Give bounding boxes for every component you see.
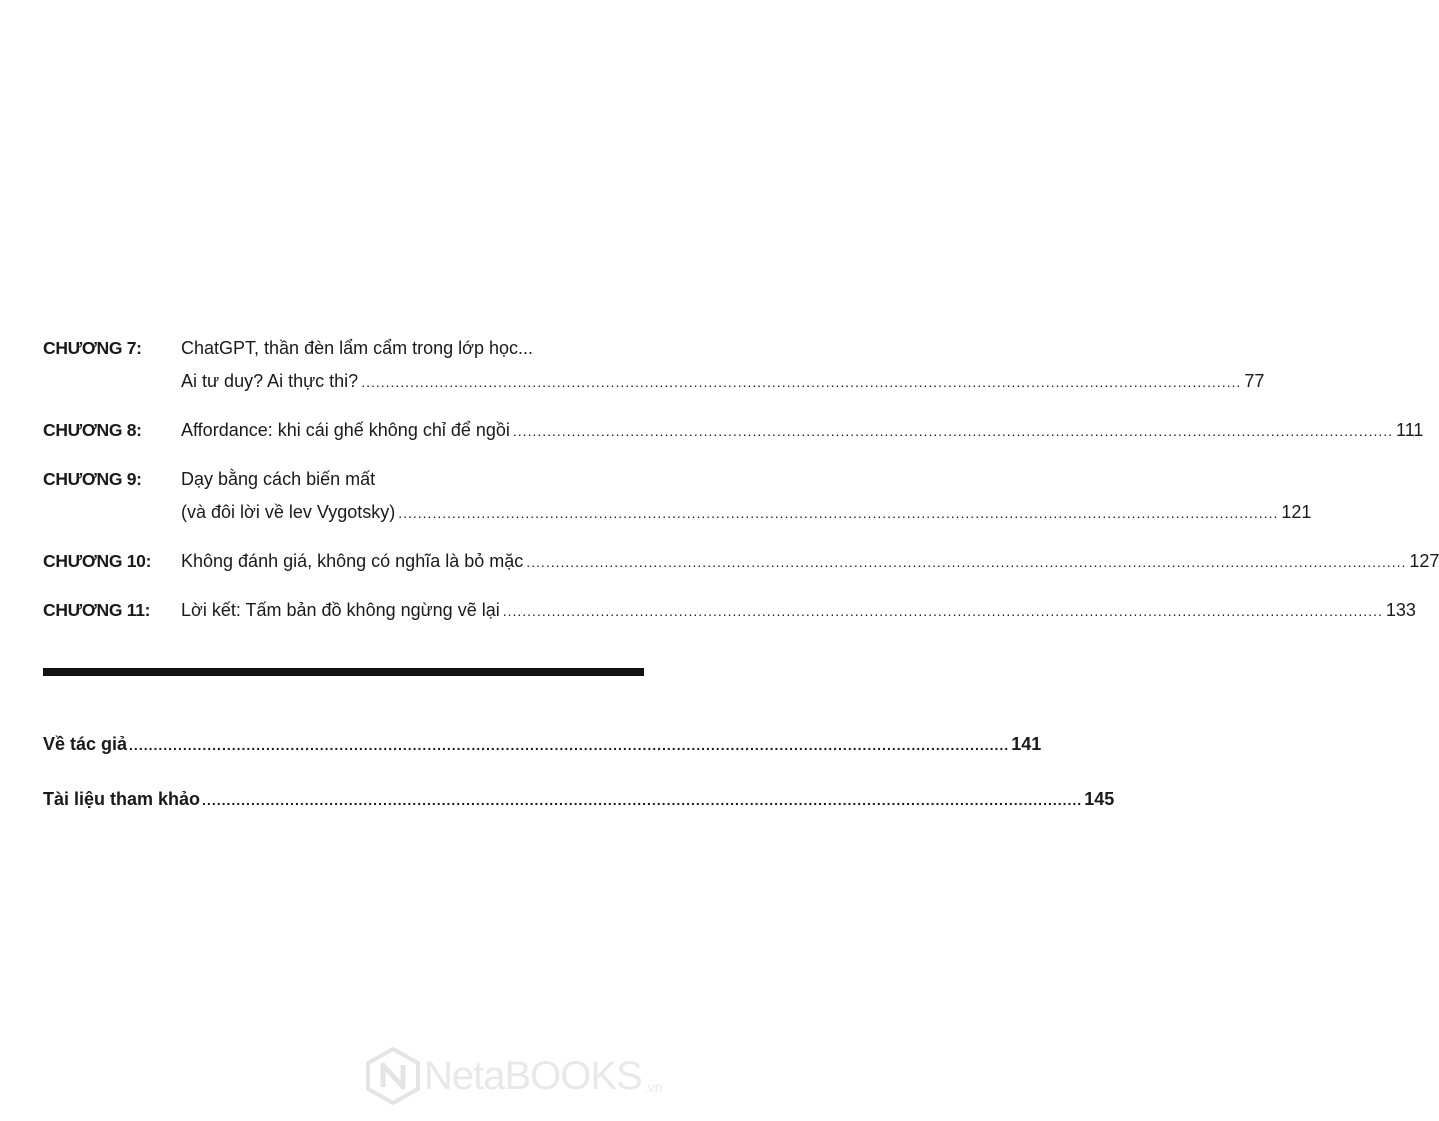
chapter-title-line bbox=[181, 463, 1311, 496]
chapter-title-line bbox=[181, 332, 1264, 365]
chapter-title-line bbox=[181, 496, 1311, 529]
chapter-title bbox=[181, 414, 1423, 447]
watermark-brand: NetaBOOKS bbox=[424, 1053, 642, 1098]
dot-leader bbox=[129, 728, 1009, 748]
page-number: 145 bbox=[1084, 789, 1115, 809]
chapter-label: CHƯƠNG 9: bbox=[43, 469, 142, 489]
chapter-title bbox=[181, 545, 1439, 578]
entry-title: Về tác giả bbox=[43, 734, 128, 754]
netabooks-logo-icon bbox=[366, 1047, 420, 1105]
dot-leader bbox=[503, 594, 1383, 614]
page-number: 111 bbox=[1396, 420, 1424, 440]
table-of-contents bbox=[43, 332, 1439, 643]
chapter-title-text: Lời kết: Tấm bản đồ không ngừng vẽ lại bbox=[181, 600, 500, 620]
toc-entry-chapter-9[interactable] bbox=[43, 463, 1312, 529]
watermark bbox=[366, 1047, 662, 1105]
chapter-title bbox=[181, 463, 1311, 529]
dot-leader bbox=[526, 545, 1406, 565]
chapter-title-text: ChatGPT, thần đèn lẩm cẩm trong lớp học... bbox=[181, 338, 533, 358]
chapter-title-line bbox=[181, 545, 1439, 578]
chapter-title-text: Ai tư duy? Ai thực thi? bbox=[181, 371, 359, 391]
chapter-label: CHƯƠNG 11: bbox=[43, 600, 151, 620]
chapter-title-line bbox=[181, 414, 1423, 447]
chapter-label: CHƯƠNG 8: bbox=[43, 420, 142, 440]
entry-title: Tài liệu tham khảo bbox=[43, 789, 201, 809]
page-number: 127 bbox=[1409, 551, 1439, 571]
section-divider bbox=[43, 668, 644, 676]
chapter-title-text: Không đánh giá, không có nghĩa là bỏ mặc bbox=[181, 551, 524, 571]
chapter-title bbox=[181, 332, 1264, 398]
dot-leader bbox=[398, 496, 1278, 516]
page-number: 141 bbox=[1011, 734, 1042, 754]
chapter-label: CHƯƠNG 7: bbox=[43, 338, 142, 358]
toc-entry-chapter-8[interactable] bbox=[43, 414, 1424, 447]
chapter-label: CHƯƠNG 10: bbox=[43, 551, 152, 571]
toc-entry-chapter-7[interactable] bbox=[43, 332, 1265, 398]
chapter-title-line bbox=[181, 594, 1416, 627]
chapter-title-text: Affordance: khi cái ghế không chỉ để ngồi bbox=[181, 420, 510, 440]
page-number: 121 bbox=[1281, 502, 1312, 522]
page-number: 133 bbox=[1385, 600, 1416, 620]
toc-entry-chapter-11[interactable] bbox=[43, 594, 1416, 627]
chapter-title-text: Dạy bằng cách biến mất bbox=[181, 469, 376, 489]
toc-entry-references[interactable] bbox=[43, 783, 1115, 815]
dot-leader bbox=[202, 783, 1082, 803]
chapter-title bbox=[181, 594, 1416, 627]
dot-leader bbox=[361, 365, 1241, 385]
chapter-title-line bbox=[181, 365, 1264, 398]
chapter-title-text: (và đôi lời về lev Vygotsky) bbox=[181, 502, 396, 522]
back-matter bbox=[43, 728, 1115, 838]
watermark-suffix: .vn bbox=[643, 1079, 663, 1095]
page-number: 77 bbox=[1244, 371, 1265, 391]
toc-entry-chapter-10[interactable] bbox=[43, 545, 1439, 578]
toc-entry-about-author[interactable] bbox=[43, 728, 1042, 760]
dot-leader bbox=[513, 414, 1393, 434]
